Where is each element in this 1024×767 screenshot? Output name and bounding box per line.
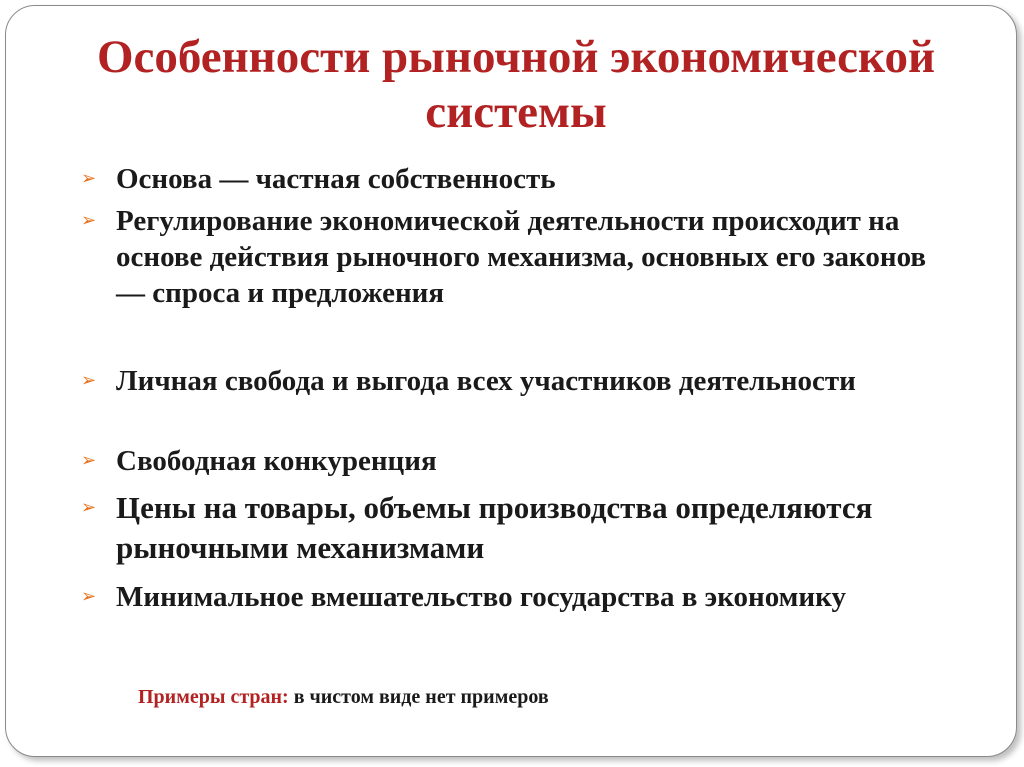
arrow-bullet-icon: ➢ — [81, 370, 97, 391]
bullet-text: Свободная конкуренция — [116, 445, 437, 477]
bullet-text: Минимальное вмешательство государства в экономику — [116, 581, 846, 613]
bullet-text: Цены на товары, объемы производства определяются рыночными механизмами — [116, 490, 873, 565]
bullet-item — [81, 203, 961, 311]
arrow-bullet-icon: ➢ — [81, 210, 97, 231]
bullet-list — [6, 6, 1016, 756]
bullet-text: Основа — частная собственность — [116, 163, 556, 195]
examples-label: Примеры стран: — [138, 686, 289, 708]
arrow-bullet-icon: ➢ — [81, 497, 97, 518]
slide-title: Особенности рыночной экономической системы — [96, 31, 936, 138]
bullet-item — [81, 488, 961, 568]
arrow-bullet-icon: ➢ — [81, 450, 97, 471]
bullet-item — [81, 161, 961, 197]
bullet-item — [81, 363, 961, 399]
bullet-text: Личная свобода и выгода всех участников деятельности — [116, 365, 856, 397]
bullet-item — [81, 443, 961, 479]
arrow-bullet-icon: ➢ — [81, 586, 97, 607]
bullet-item — [81, 579, 961, 615]
arrow-bullet-icon: ➢ — [81, 168, 97, 189]
examples-value: в чистом виде нет примеров — [293, 686, 549, 708]
slide-frame — [5, 5, 1017, 757]
bullet-text: Регулирование экономической деятельности происходит на основе действия рыночного механизма, основных его законов — спроса и предложения — [116, 205, 927, 309]
examples-line — [138, 684, 549, 710]
